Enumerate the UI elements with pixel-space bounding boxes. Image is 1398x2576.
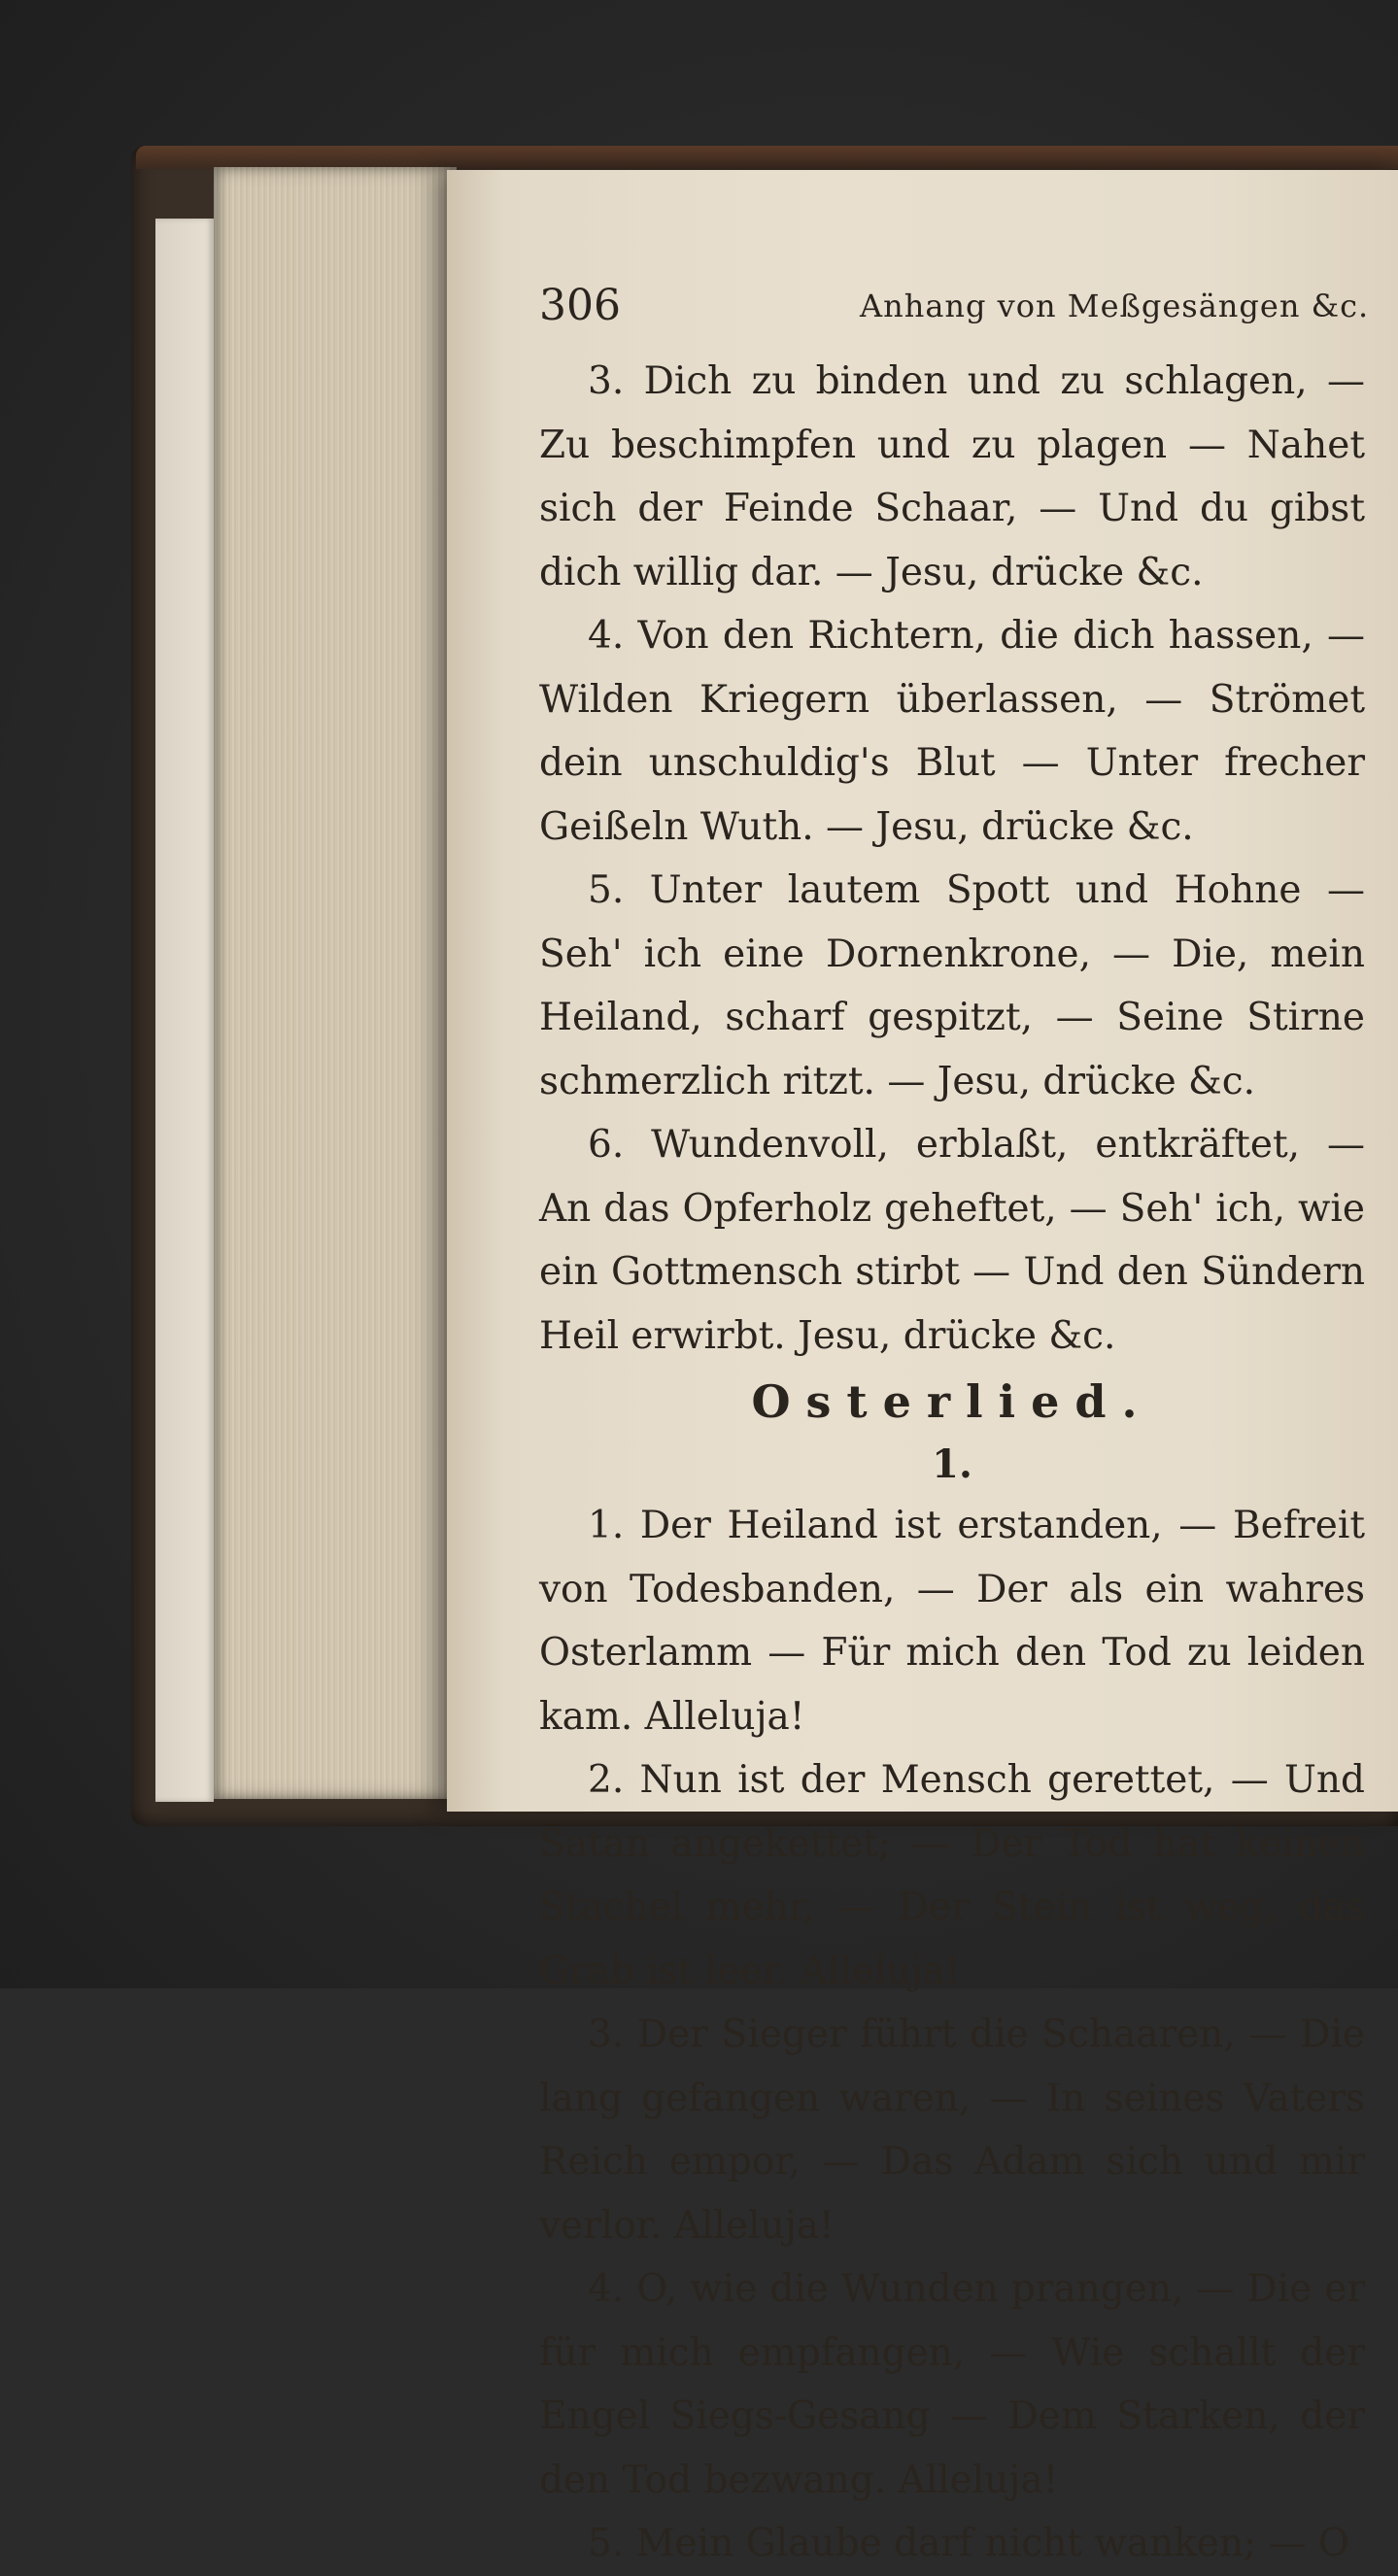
verse: 3. Der Sieger führt die Schaaren, — Die lang gefangen waren, — In seines Vaters Reich empor, — Das Adam sich und mir verlor. Alleluja!	[539, 2013, 1365, 2248]
verse: 4. Von den Richtern, die dich hassen, — Wilden Kriegern überlassen, — Strömet dein unschuldig's Blut — Unter frecher Geißeln Wuth. — Jesu, drücke &c.	[539, 614, 1365, 849]
book-cover-edge	[136, 146, 1398, 169]
page-body	[539, 350, 1365, 2576]
verse: 4. O, wie die Wunden prangen, — Die er für mich empfangen, — Wie schallt der Engel Siegs-Gesang — Dem Starken, der den Tod bezwang. Alleluja!	[539, 2267, 1365, 2502]
verse: 3. Dich zu binden und zu schlagen, — Zu beschimpfen und zu plagen — Nahet sich der Feinde Schaar, — Und du gibst dich willig dar. — Jesu, drücke &c.	[539, 359, 1365, 594]
verse: 5. Mein Glaube darf nicht wanken; — O	[588, 2522, 1349, 2565]
book-page	[447, 170, 1398, 2565]
page-number: 306	[539, 281, 621, 330]
verse: 6. Wundenvoll, erblaßt, entkräftet, — An das Opferholz geheftet, — Seh' ich, wie ein Gottmensch stirbt — Und den Sündern Heil erwirbt. Jesu, drücke &c.	[539, 1123, 1365, 1358]
verse: 1. Der Heiland ist erstanden, — Befreit von Todesbanden, — Der als ein wahres Osterlamm — Für mich den Tod zu leiden kam. Alleluja!	[539, 1504, 1365, 1739]
verse: 2. Nun ist der Mensch gerettet, — Und Satan angekettet; — Der Tod hat keinen Stachel mehr, — Der Stein ist weg, das Grab ist leer. Alleluja!	[539, 1758, 1365, 1993]
page-edges	[214, 167, 457, 1799]
endpaper	[155, 219, 214, 1802]
verse: 5. Unter lautem Spott und Hohne — Seh' ich eine Dornenkrone, — Die, mein Heiland, scharf gespitzt, — Seine Stirne schmerzlich ritzt. — Jesu, drücke &c.	[539, 868, 1365, 1103]
section-number: 1.	[932, 1441, 972, 1487]
page-header	[539, 277, 1375, 335]
section-title: Osterlied.	[751, 1375, 1153, 1428]
running-head: Anhang von Meßgesängen &c.	[860, 288, 1370, 324]
